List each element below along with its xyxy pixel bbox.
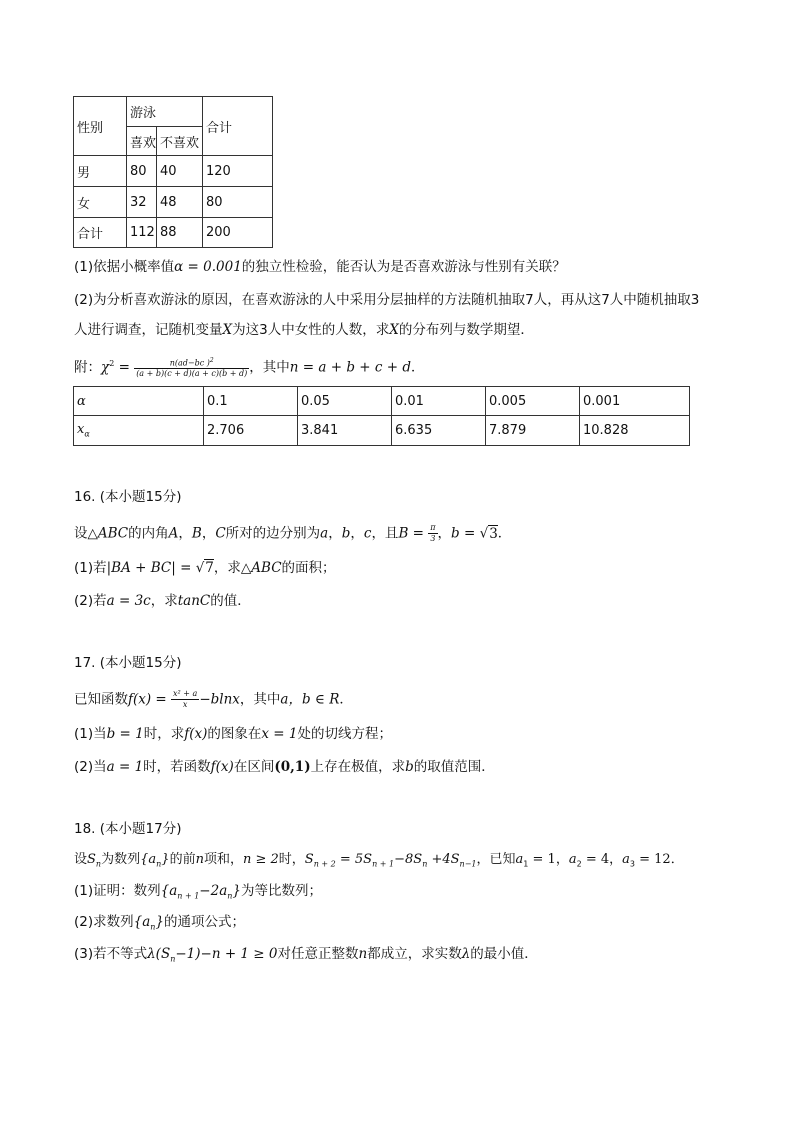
text: 项和，	[203, 852, 243, 867]
text: ，求	[150, 593, 178, 609]
text: x	[77, 422, 85, 438]
text: 的值．	[210, 593, 251, 609]
text: ，其中	[249, 359, 290, 376]
cell: 7.879	[486, 416, 580, 446]
text: 附：	[74, 359, 101, 376]
math: X	[389, 322, 399, 338]
cell: 80	[127, 156, 157, 187]
math: −1)−n + 1 ≥ 0	[175, 946, 278, 962]
q18-stem: 设$S_n$为数列$\{a_n\}$的前n项和，n ≥ 2时，$S_{n + 2} = 5S_{n + 1}-8S_n +4S_{n-1}$，已知$a_1 = 1$，$a_2 = 4$，$a_3 = 12$．	[74, 852, 684, 869]
cell: 6.635	[392, 416, 486, 446]
math: n	[227, 891, 233, 901]
math: tanC	[177, 593, 211, 609]
cell	[74, 416, 204, 446]
text: 的面积；	[281, 560, 336, 576]
math: n + 2	[313, 859, 336, 869]
table-row	[74, 187, 273, 218]
text: 为这3人中女性的人数，求	[232, 322, 390, 338]
text: ，且	[371, 525, 399, 542]
math: +4S	[427, 852, 460, 867]
math: {a	[140, 852, 157, 867]
text: 在区间	[233, 759, 275, 775]
math: a，b ∈ R	[280, 691, 340, 708]
text: 为数列	[101, 852, 141, 867]
fraction	[171, 689, 199, 710]
text: (1)当	[74, 726, 107, 742]
text: 为等比数列；	[241, 883, 322, 899]
q15-part1	[74, 258, 566, 276]
math: λ	[461, 946, 471, 962]
q15-note: 附：$\chi^2$ = $\frac{n(ad-bc )^2}{(a + b)(c + d)(a + c)(b + d)}$ ，其中n = a + b + c + d．	[74, 356, 425, 379]
math: n	[422, 859, 428, 869]
math: }	[161, 852, 170, 867]
text: (1)若	[74, 560, 107, 576]
cell: 0.01	[392, 387, 486, 416]
header-swim: 游泳	[127, 97, 203, 127]
cell: 48	[157, 187, 203, 218]
math: ABC	[97, 525, 129, 542]
text: 的分布列与数学期望．	[398, 322, 534, 338]
q17-part1	[74, 725, 392, 743]
math: = 5S	[335, 852, 373, 867]
math: (0,1)	[274, 759, 311, 775]
cell: 0.1	[204, 387, 298, 416]
math: X	[222, 322, 233, 338]
text: (3)若不等式	[74, 946, 148, 962]
math: A	[168, 525, 179, 542]
critical-value-table	[73, 386, 690, 446]
q18-heading: 18. (本小题17分)	[74, 821, 182, 837]
math: S	[304, 852, 314, 867]
text: 都成立，求实数	[367, 946, 462, 962]
text: 对任意正整数	[277, 946, 359, 962]
math: a	[515, 852, 524, 867]
math: c	[363, 525, 372, 542]
math: −8S	[394, 852, 423, 867]
text: 人进行调查，记随机变量	[74, 322, 223, 338]
math: }	[232, 883, 241, 899]
math: n	[150, 922, 156, 932]
math: f(x) =	[128, 691, 172, 708]
cell: 32	[127, 187, 157, 218]
text: ．	[410, 359, 425, 376]
text: 所对的边分别为	[225, 525, 321, 542]
cell: 合计	[74, 218, 127, 248]
q18-part2	[74, 913, 245, 937]
q15-part2-line2	[74, 321, 534, 339]
cell: 112	[127, 218, 157, 248]
math: n = a + b + c + d	[289, 359, 411, 376]
math: n	[95, 859, 102, 869]
math: }	[155, 914, 165, 930]
math: b	[405, 759, 414, 775]
math: x = 1	[261, 726, 298, 742]
text: α	[84, 429, 90, 439]
header-dislike: 不喜欢	[157, 127, 203, 156]
math: n−1	[459, 859, 477, 869]
math: B =	[398, 525, 429, 542]
math: f(x)	[210, 759, 234, 775]
q16-heading: 16. (本小题15分)	[74, 489, 182, 505]
math: f(x)	[184, 726, 208, 742]
cell: 88	[157, 218, 203, 248]
text: 上存在极值，求	[310, 759, 406, 775]
math: {a	[133, 914, 151, 930]
header-gender: 性别	[74, 97, 127, 156]
math: n	[170, 954, 176, 964]
math: b =	[451, 525, 480, 542]
text: 设	[74, 525, 88, 542]
math: n	[358, 946, 368, 962]
math: a	[320, 525, 329, 542]
q17-heading: 17. (本小题15分)	[74, 655, 182, 671]
header-like: 喜欢	[127, 127, 157, 156]
q18-part1	[74, 882, 322, 906]
text: 时，求	[143, 726, 185, 742]
q18-part3	[74, 945, 538, 969]
text: 3	[430, 534, 436, 543]
math: n + 1	[177, 891, 200, 901]
table-row	[74, 416, 690, 446]
q17-stem	[74, 689, 353, 710]
cell: 女	[74, 187, 127, 218]
math: n ≥ 2	[242, 852, 279, 867]
math: =	[114, 359, 135, 376]
text: x	[182, 700, 188, 709]
text: 的取值范围．	[413, 759, 495, 775]
q16-part1: (1)若|BA + BC| = √7，求△ABC的面积；	[74, 560, 336, 576]
math: a = 1	[106, 759, 144, 775]
math: ABC	[251, 560, 282, 576]
math: |BA + BC| =	[106, 560, 196, 576]
math: n	[195, 852, 204, 867]
text: ，求△	[213, 560, 252, 576]
text: n(ad−bc )	[169, 358, 210, 368]
cell: α	[74, 387, 204, 416]
q15-part2-line1: (2)为分析喜欢游泳的原因，在喜欢游泳的人中采用分层抽样的方法随机抽取7人，再从这7人中随机抽取3	[74, 292, 700, 308]
text: (a + b)(c + d)(a + c)(b + d)	[136, 369, 248, 379]
text: ．	[497, 525, 512, 542]
math: a	[622, 852, 630, 867]
text: 处的切线方程；	[297, 726, 393, 742]
text: (2)求数列	[74, 914, 134, 930]
math: b	[341, 525, 351, 542]
cell: 男	[74, 156, 127, 187]
text: (2)若	[74, 593, 107, 609]
math: {a	[160, 883, 178, 899]
math: −2a	[199, 883, 228, 899]
table-row	[74, 387, 690, 416]
math: = 1	[528, 852, 556, 867]
cell: 80	[203, 187, 273, 218]
cell: 10.828	[580, 416, 690, 446]
cell: 0.05	[298, 387, 392, 416]
text: 已知函数	[74, 691, 128, 708]
header-total: 合计	[203, 97, 273, 156]
text: (1)依据小概率值	[74, 259, 175, 275]
cell: 40	[157, 156, 203, 187]
math: b = 1	[106, 726, 144, 742]
text: 的通项公式；	[164, 914, 246, 930]
math: B	[191, 525, 202, 542]
math: C	[215, 525, 226, 542]
text: 的最小值．	[470, 946, 538, 962]
q16-part2	[74, 592, 251, 610]
math: S	[87, 852, 96, 867]
cell: 0.001	[580, 387, 690, 416]
cell: 3.841	[298, 416, 392, 446]
q16-stem: 设△ABC的内角A，B，C所对的边分别为a，b，c，且B = $\frac{\pi}{3}$ ，b = √3．	[74, 523, 512, 543]
table-row	[74, 218, 273, 248]
text: 设	[74, 852, 88, 867]
text: π	[430, 523, 436, 532]
contingency-table	[73, 96, 273, 248]
table-row	[74, 156, 273, 187]
math: −blnx	[199, 691, 240, 708]
math: = 12	[635, 852, 671, 867]
text: △	[87, 525, 98, 542]
math: a	[568, 852, 577, 867]
cell: 120	[203, 156, 273, 187]
math: 7	[205, 560, 214, 576]
text: ，已知	[476, 852, 516, 867]
math: n + 1	[372, 859, 395, 869]
math: = 4	[581, 852, 610, 867]
text: 时，	[278, 852, 305, 867]
math: a = 3c	[106, 593, 151, 609]
text: 的前	[169, 852, 196, 867]
cell: 2.706	[204, 416, 298, 446]
math: χ	[101, 359, 110, 376]
text: (1)证明：数列	[74, 883, 161, 899]
text: ，其中	[239, 691, 281, 708]
text: ．	[339, 691, 353, 708]
text: ．	[670, 852, 684, 867]
text: (2)当	[74, 759, 107, 775]
cell: 0.005	[486, 387, 580, 416]
text: x² + a	[173, 689, 198, 698]
math: α = 0.001	[174, 259, 242, 275]
text: 的独立性检验，能否认为是否喜欢游泳与性别有关联？	[241, 259, 566, 275]
math: λ(S	[147, 946, 171, 962]
pi-over-3	[428, 523, 437, 544]
text: 时，若函数	[143, 759, 211, 775]
chi-square-formula: $\frac{n(ad-bc )^2}{(a + b)(c + d)(a + c)(b + d)}$	[136, 356, 248, 379]
text: 的内角	[128, 525, 169, 542]
cell: 200	[203, 218, 273, 248]
math: 3	[489, 525, 498, 542]
q17-part2	[74, 758, 495, 776]
text: 的图象在	[207, 726, 262, 742]
